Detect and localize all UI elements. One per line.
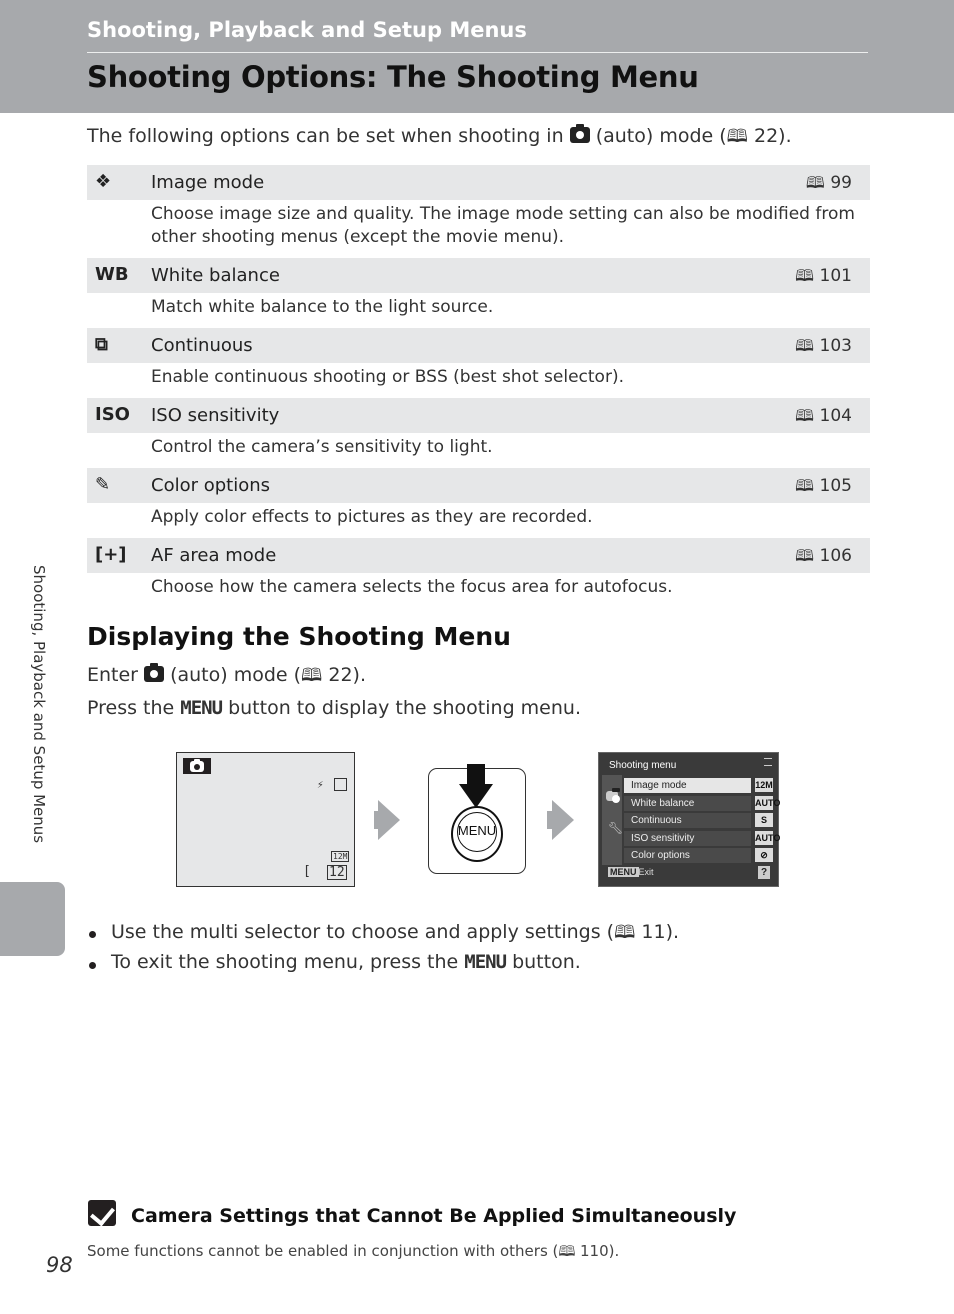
menu-item-value: 12M (755, 780, 773, 790)
press-arrow-icon (467, 764, 485, 786)
auto-mode-indicator (183, 758, 211, 774)
camera-tab-icon (606, 787, 618, 805)
bullet-list (87, 920, 679, 982)
flash-icon: ⚡ (317, 778, 324, 791)
note-ref: 110 (579, 1242, 609, 1260)
page-number: 98 (46, 1253, 73, 1277)
shooting-menu-screen (598, 752, 779, 887)
intro-ref: 22 (753, 125, 779, 147)
ref-number: 105 (819, 476, 852, 496)
option-page-ref (795, 265, 852, 292)
book-ref-icon: 🕮 (301, 665, 323, 686)
option-page-ref (806, 172, 852, 199)
option-row (87, 398, 870, 433)
option-label: Color options (151, 475, 271, 496)
menu-screen-title: Shooting menu (609, 760, 677, 771)
note-text (87, 1241, 619, 1265)
enter-auto-text (87, 663, 366, 693)
book-ref-icon: 🕮 (795, 336, 815, 355)
bullet-end: ). (665, 921, 680, 943)
camera-icon (190, 761, 204, 772)
white-balance-icon: WB (95, 264, 129, 285)
option-page-ref (795, 405, 852, 432)
option-label: ISO sensitivity (151, 405, 280, 426)
option-description: Apply color effects to pictures as they are recorded. (151, 507, 593, 527)
book-ref-icon: 🕮 (726, 126, 748, 147)
book-ref-icon: 🕮 (795, 406, 815, 425)
note-before: Some functions cannot be enabled in conjunction with others ( (87, 1242, 559, 1260)
options-table (87, 165, 870, 608)
option-description: Choose how the camera selects the focus area for autofocus. (151, 577, 673, 597)
continuous-icon: ⧉ (95, 334, 108, 355)
bullet-text: To exit the shooting menu, press the (111, 951, 465, 973)
exit-label: Exit (638, 867, 654, 877)
option-description: Choose image size and quality. The image mode setting can also be modified from other shooting menus (except the movie menu). (151, 204, 855, 247)
book-ref-icon: 🕮 (558, 1244, 576, 1260)
arrow-stem (547, 811, 555, 829)
p2-before: Press the (87, 697, 181, 719)
ref-number: 104 (819, 406, 852, 426)
list-item (87, 951, 679, 982)
menu-key-glyph: MENU (464, 951, 507, 973)
menu-item-value: AUTO (755, 832, 781, 843)
image-mode-icon: ❖ (95, 171, 112, 192)
p1-before: Enter (87, 664, 145, 686)
option-row (87, 328, 870, 363)
exposures-remaining: 12 (329, 865, 345, 880)
side-tab (0, 882, 65, 956)
camera-icon (144, 666, 164, 682)
menu-item: White balance (624, 796, 751, 811)
internal-memory-icon: [ (303, 864, 311, 879)
menu-item-value: ⊘ (755, 848, 773, 862)
option-label: AF area mode (151, 545, 277, 566)
menu-item: Image mode (624, 778, 751, 793)
header-divider (87, 52, 868, 53)
press-menu-text (87, 697, 581, 719)
image-mode-indicator: 12M (333, 852, 348, 861)
p1-end: ). (352, 664, 366, 686)
menu-item-value: S (755, 813, 773, 827)
note-title: Camera Settings that Cannot Be Applied Simultaneously (131, 1205, 737, 1227)
option-page-ref (795, 335, 852, 362)
p1-after: (auto) mode ( (164, 664, 302, 686)
menu-item: Color options (624, 848, 751, 863)
press-arrow-head (459, 784, 493, 808)
shooting-screen (176, 752, 355, 887)
option-row (87, 258, 870, 293)
option-page-ref (795, 545, 852, 572)
menu-tabs (602, 775, 622, 865)
section-title: Shooting, Playback and Setup Menus (87, 18, 527, 42)
help-icon: ? (758, 866, 770, 879)
iso-icon: ISO (95, 404, 130, 425)
note-after: ). (608, 1242, 620, 1260)
intro-text (87, 124, 792, 154)
intro-after: (auto) mode ( (589, 125, 727, 147)
menu-item: ISO sensitivity (624, 831, 751, 846)
option-row (87, 165, 870, 200)
option-description: Control the camera’s sensitivity to light. (151, 437, 493, 457)
option-label: White balance (151, 265, 280, 286)
p2-after: button to display the shooting menu. (222, 697, 581, 719)
arrow-stem (374, 811, 382, 829)
ref-number: 106 (819, 546, 852, 566)
book-ref-icon: 🕮 (614, 922, 636, 943)
p1-ref: 22 (328, 664, 353, 686)
menu-item: Continuous (624, 813, 751, 828)
option-description: Match white balance to the light source. (151, 297, 494, 317)
bullet-end: button. (506, 951, 581, 973)
book-ref-icon: 🕮 (795, 476, 815, 495)
book-ref-icon: 🕮 (795, 266, 815, 285)
menu-key-glyph: MENU (180, 697, 223, 719)
menu-key: MENU (610, 867, 637, 877)
menu-list-icon (764, 758, 772, 766)
intro-end: ). (778, 125, 792, 147)
book-ref-icon: 🕮 (805, 173, 825, 192)
arrow-right-icon (552, 800, 574, 840)
page-title: Shooting Options: The Shooting Menu (87, 60, 699, 94)
wrench-tab-icon: 🔧︎ (608, 821, 624, 835)
list-item (87, 920, 679, 951)
vr-icon (334, 778, 347, 791)
camera-icon (570, 127, 590, 143)
option-row (87, 538, 870, 573)
ref-number: 103 (819, 336, 852, 356)
option-description: Enable continuous shooting or BSS (best shot selector). (151, 367, 624, 387)
section-heading: Displaying the Shooting Menu (87, 622, 511, 651)
menu-item-value: AUTO (755, 797, 781, 808)
bullet-ref: 11 (641, 921, 666, 943)
option-label: Continuous (151, 335, 253, 356)
menu-footer (608, 867, 654, 877)
page-header (0, 0, 954, 113)
option-label: Image mode (151, 172, 265, 193)
ref-number: 101 (819, 266, 852, 286)
af-area-icon: [+] (95, 544, 127, 565)
color-options-icon: ✎ (95, 474, 111, 495)
intro-before: The following options can be set when shooting in (87, 125, 570, 147)
book-ref-icon: 🕮 (795, 546, 815, 565)
option-row (87, 468, 870, 503)
side-section-label: Shooting, Playback and Setup Menus (30, 565, 48, 844)
ref-number: 99 (830, 173, 852, 193)
bullet-text: Use the multi selector to choose and apply settings ( (111, 921, 615, 943)
option-page-ref (795, 475, 852, 502)
menu-button-label: MENU (457, 823, 497, 838)
camera-icon (606, 791, 618, 801)
